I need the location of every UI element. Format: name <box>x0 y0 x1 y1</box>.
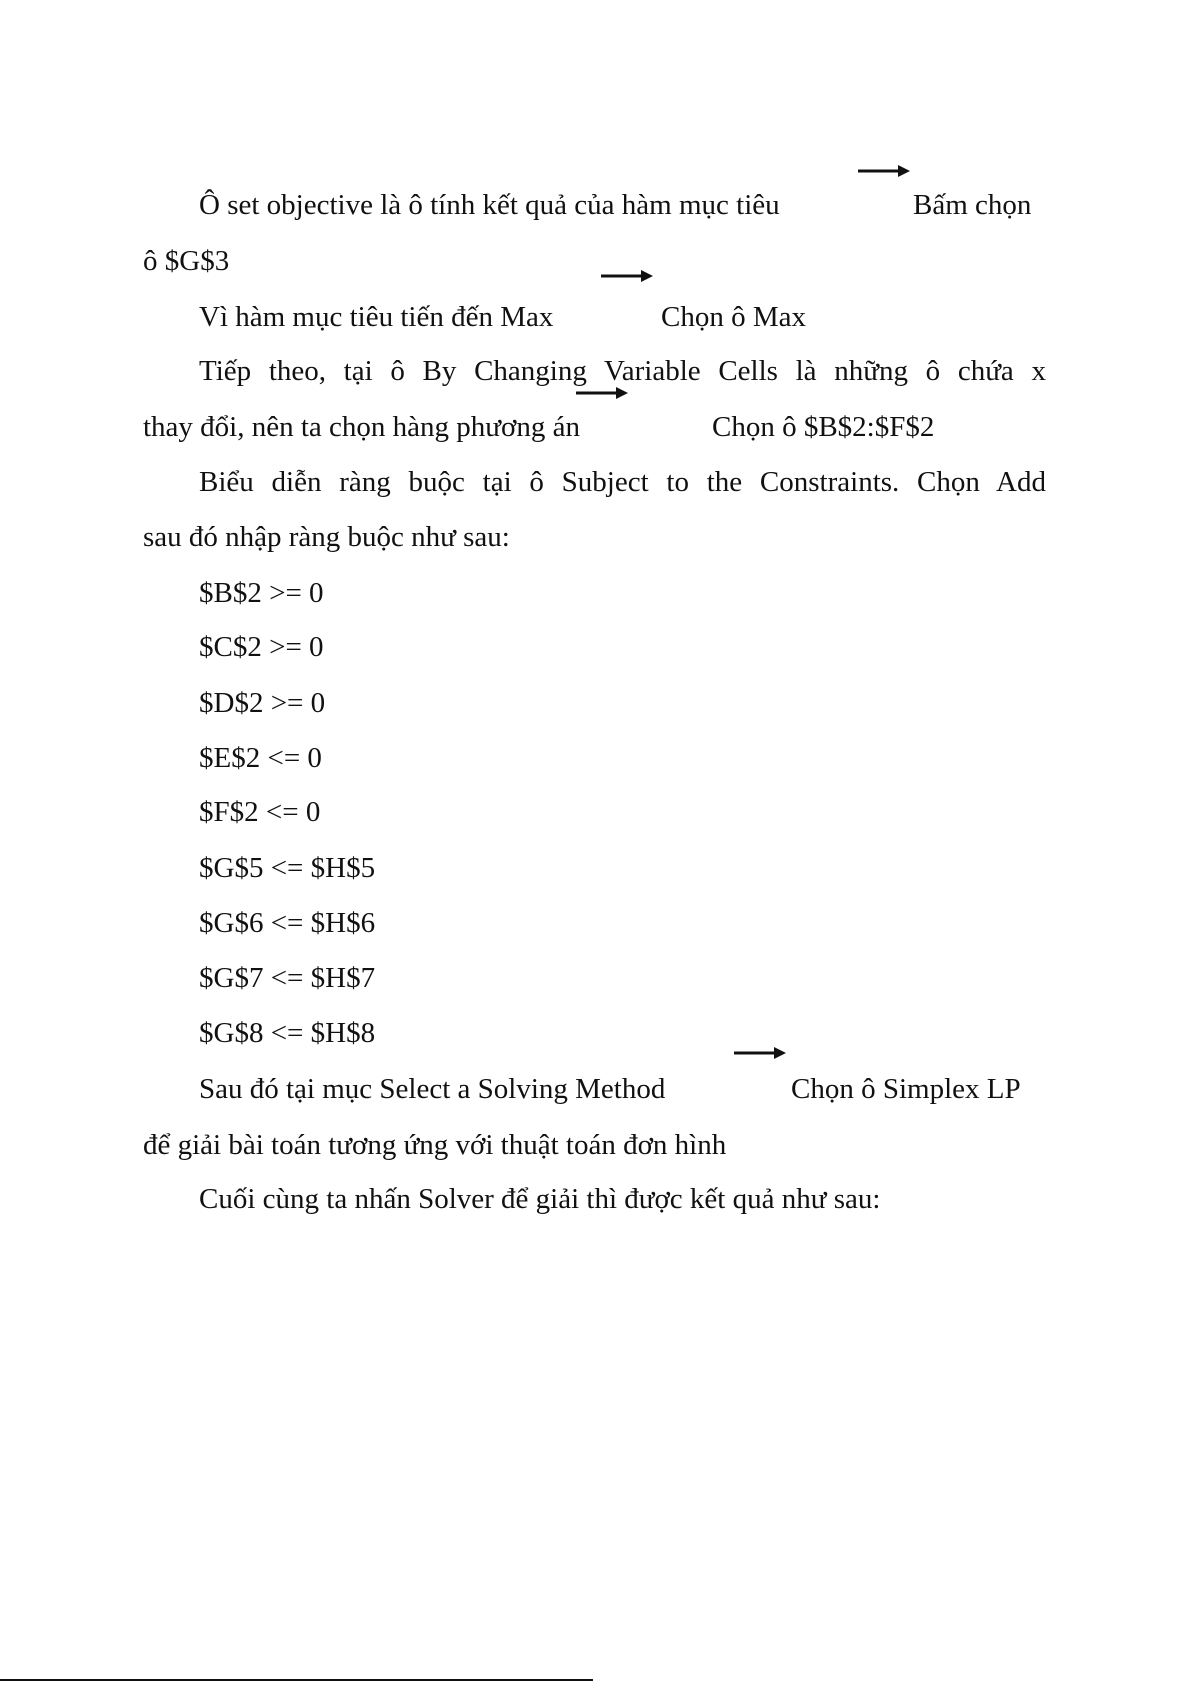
right-arrow-icon <box>734 1046 786 1060</box>
paragraph-constraints-cont: sau đó nhập ràng buộc như sau: <box>143 521 510 553</box>
constraint-item: $C$2 >= 0 <box>199 631 324 663</box>
constraint-item: $G$8 <= $H$8 <box>199 1017 376 1049</box>
constraint-item: $B$2 >= 0 <box>199 577 324 609</box>
action-select-objective: Bấm chọn <box>913 189 1032 221</box>
paragraph-solver-result: Cuối cùng ta nhấn Solver để giải thì được kết quả như sau: <box>199 1183 881 1215</box>
right-arrow-icon <box>601 269 653 283</box>
action-select-simplex: Chọn ô Simplex LP <box>791 1073 1021 1105</box>
action-select-variable-cells: Chọn ô $B$2:$F$2 <box>712 411 935 443</box>
paragraph-solving-method-cont: để giải bài toán tương ứng với thuật toán đơn hình <box>143 1129 727 1161</box>
objective-cell: ô $G$3 <box>143 245 230 277</box>
paragraph-variable-cells-cont: thay đổi, nên ta chọn hàng phương án <box>143 411 580 443</box>
action-select-max: Chọn ô Max <box>661 301 806 333</box>
paragraph-variable-cells: Tiếp theo, tại ô By Changing Variable Cells là những ô chứa x <box>199 355 1046 387</box>
paragraph-max: Vì hàm mục tiêu tiến đến Max <box>199 301 554 333</box>
constraint-item: $E$2 <= 0 <box>199 742 322 774</box>
constraint-item: $G$7 <= $H$7 <box>199 962 376 994</box>
paragraph-constraints: Biểu diễn ràng buộc tại ô Subject to the Constraints. Chọn Add <box>199 466 1046 498</box>
paragraph-objective: Ô set objective là ô tính kết quả của hàm mục tiêu <box>199 189 780 221</box>
constraint-item: $G$6 <= $H$6 <box>199 907 376 939</box>
constraint-item: $F$2 <= 0 <box>199 796 321 828</box>
right-arrow-icon <box>858 164 910 178</box>
footer-divider <box>0 1679 593 1681</box>
right-arrow-icon <box>576 386 628 400</box>
paragraph-solving-method: Sau đó tại mục Select a Solving Method <box>199 1073 666 1105</box>
constraint-item: $D$2 >= 0 <box>199 687 326 719</box>
constraint-item: $G$5 <= $H$5 <box>199 852 376 884</box>
